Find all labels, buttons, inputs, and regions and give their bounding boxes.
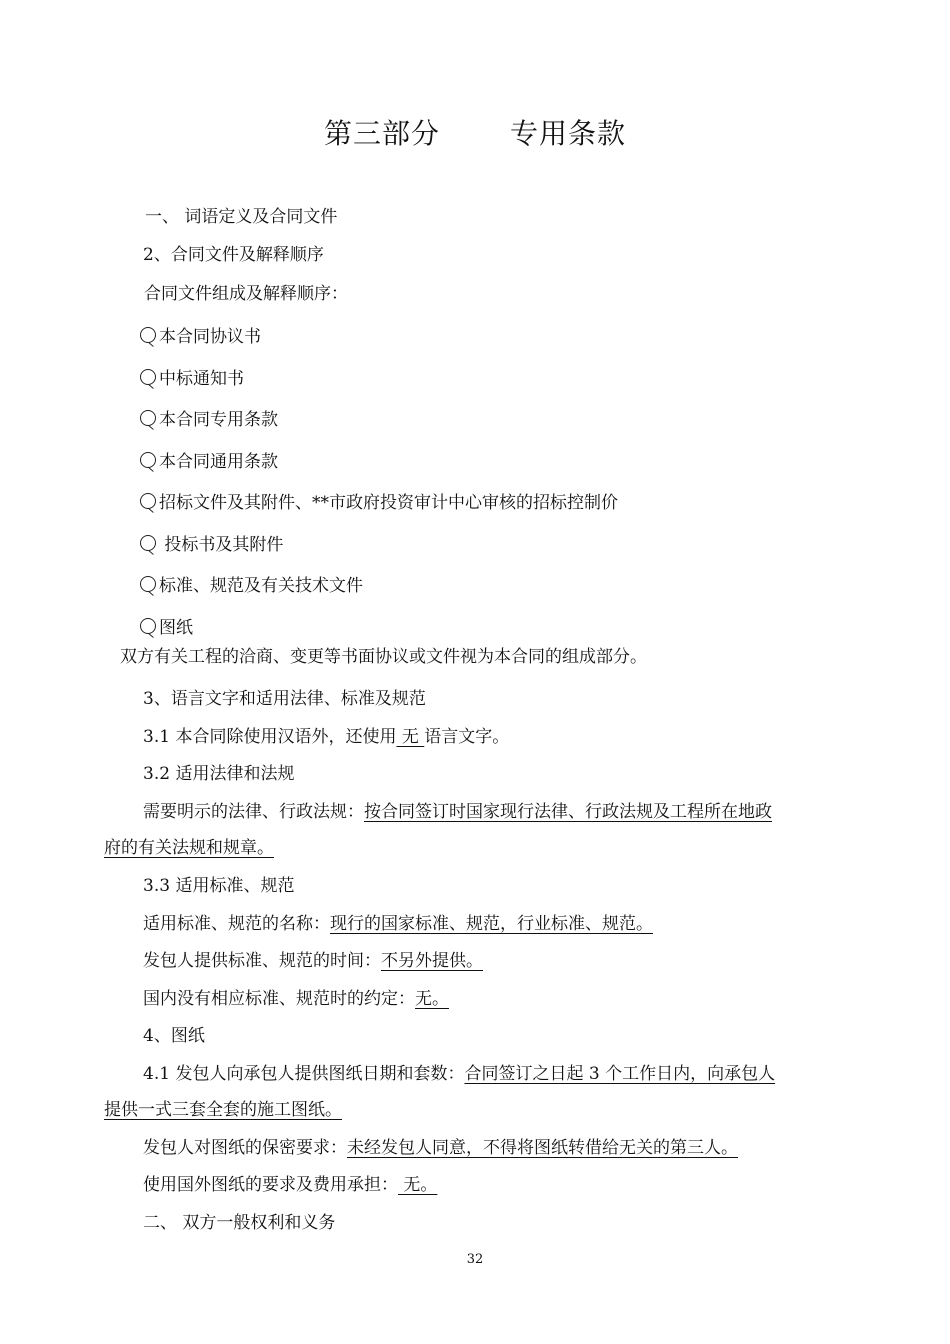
bullet-icon: [140, 410, 156, 426]
list-item: 中标通知书: [140, 367, 244, 391]
drawing-date-value-cont: 提供一式三套全套的施工图纸。: [104, 1100, 342, 1120]
bullet-icon: [140, 452, 156, 468]
clause-2-intro: 合同文件组成及解释顺序：: [144, 284, 348, 304]
list-item: 图纸: [140, 616, 193, 640]
list-item: 本合同协议书: [140, 325, 261, 349]
clause-4-heading: 4、图纸: [143, 1026, 205, 1046]
law-value-cont: 府的有关法规和规章。: [104, 838, 274, 858]
bullet-icon: [140, 369, 156, 385]
std-time-value: 不另外提供。: [381, 951, 483, 971]
drawing-date-value: 合同签订之日起 3 个工作日内，向承包人: [464, 1064, 776, 1084]
section-1-heading: 一、 词语定义及合同文件: [145, 207, 338, 227]
std-name-row: 适用标准、规范的名称：现行的国家标准、规范，行业标准、规范。: [143, 914, 653, 934]
clause-3-3: 3.3 适用标准、规范: [143, 876, 295, 896]
list-item: 本合同专用条款: [140, 408, 278, 432]
page-number: 32: [466, 1252, 484, 1267]
bullet-icon: [140, 576, 156, 592]
clause-3-2: 3.2 适用法律和法规: [143, 764, 295, 784]
secret-row: 发包人对图纸的保密要求：未经发包人同意，不得将图纸转借给无关的第三人。: [143, 1138, 738, 1158]
foreign-value: 无。: [398, 1175, 438, 1195]
language-value: 无: [396, 727, 425, 747]
std-none-row: 国内没有相应标准、规范时的约定：无。: [143, 989, 449, 1009]
std-time-row: 发包人提供标准、规范的时间：不另外提供。: [143, 951, 483, 971]
clause-4-1-cont: [104, 1098, 342, 1122]
list-item: 招标文件及其附件、**市政府投资审计中心审核的招标控制价: [140, 491, 618, 515]
section-2-heading: 二、 双方一般权利和义务: [143, 1213, 336, 1233]
law-row: 需要明示的法律、行政法规：按合同签订时国家现行法律、行政法规及工程所在地政: [143, 802, 772, 822]
list-item: 本合同通用条款: [140, 450, 278, 474]
secret-value: 未经发包人同意，不得将图纸转借给无关的第三人。: [347, 1138, 738, 1158]
list-item: 标准、规范及有关技术文件: [140, 574, 363, 598]
list-item: 投标书及其附件: [140, 533, 283, 557]
foreign-row: 使用国外图纸的要求及费用承担： 无。: [143, 1175, 438, 1195]
std-none-value: 无。: [415, 989, 449, 1009]
clause-4-1: 4.1 发包人向承包人提供图纸日期和套数：合同签订之日起 3 个工作日内，向承包人: [143, 1064, 776, 1084]
clause-3-1: 3.1 本合同除使用汉语外，还使用 无 语言文字。: [143, 727, 510, 747]
title-part: 第三部分: [323, 117, 440, 150]
law-value: 按合同签订时国家现行法律、行政法规及工程所在地政: [364, 802, 772, 822]
clause-2-note: 双方有关工程的洽商、变更等书面协议或文件视为本合同的组成部分。: [120, 647, 647, 667]
law-row-cont: [104, 836, 274, 860]
clause-3-heading: 3、语言文字和适用法律、标准及规范: [143, 689, 426, 709]
page-title: [0, 112, 950, 152]
bullet-icon: [140, 535, 156, 551]
bullet-icon: [140, 618, 156, 634]
clause-2-heading: 2、合同文件及解释顺序: [143, 245, 324, 265]
std-name-value: 现行的国家标准、规范，行业标准、规范。: [330, 914, 653, 934]
bullet-icon: [140, 327, 156, 343]
title-name: 专用条款: [510, 117, 627, 150]
bullet-icon: [140, 493, 156, 509]
